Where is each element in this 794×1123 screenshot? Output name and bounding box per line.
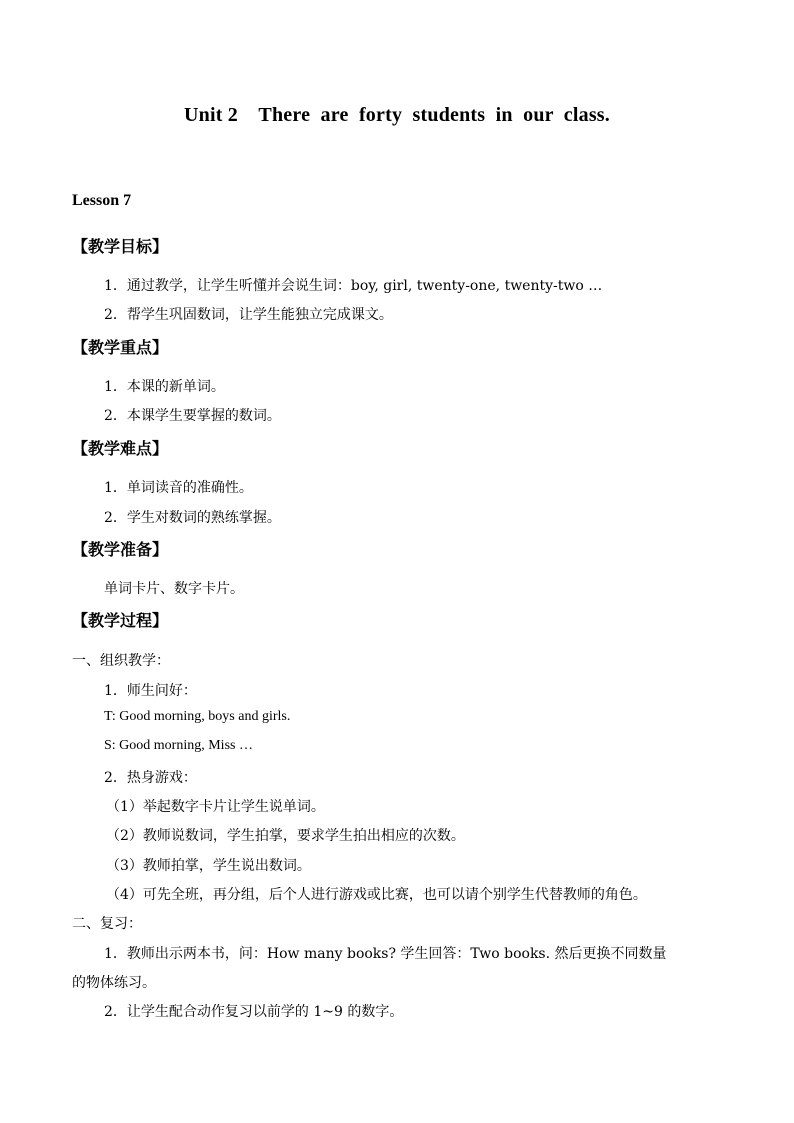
key-item-1: 1．本课的新单词。 [104, 379, 225, 395]
warmup-title: 2．热身游戏： [104, 770, 197, 786]
process-heading: 【教学过程】 [72, 611, 169, 630]
review-item-1-a: 1．教师出示两本书，问：How many books? 学生回答：Two books. 然后更换不同数量 [104, 946, 667, 962]
warmup-item-2: （2）教师说数词，学生拍掌，要求学生拍出相应的次数。 [106, 828, 465, 844]
student-line: S: Good morning, Miss … [104, 738, 253, 753]
goals-item-2: 2．帮学生巩固数词，让学生能独立完成课文。 [104, 307, 393, 323]
process-part2-title: 二、复习： [72, 916, 142, 932]
warmup-item-3: （3）教师拍掌，学生说出数词。 [106, 858, 311, 874]
difficulty-item-1: 1．单词读音的准确性。 [104, 480, 253, 496]
review-item-2: 2．让学生配合动作复习以前学的 1~9 的数字。 [104, 1004, 404, 1020]
preparation-text: 单词卡片、数字卡片。 [104, 581, 244, 597]
review-item-1-b: 的物体练习。 [72, 975, 156, 991]
greeting-title: 1．师生问好： [104, 683, 197, 699]
warmup-item-1: （1）举起数字卡片让学生说单词。 [106, 799, 325, 815]
difficulty-item-2: 2．学生对数词的熟练掌握。 [104, 510, 281, 526]
difficulties-heading: 【教学难点】 [72, 439, 169, 458]
key-item-2: 2．本课学生要掌握的数词。 [104, 408, 281, 424]
preparation-heading: 【教学准备】 [72, 540, 169, 559]
unit-title: Unit 2 There are forty students in our class. [184, 104, 610, 126]
goals-heading: 【教学目标】 [72, 237, 169, 256]
warmup-item-4: （4）可先全班，再分组，后个人进行游戏或比赛，也可以请个别学生代替教师的角色。 [106, 887, 647, 903]
lesson-label: Lesson 7 [72, 192, 132, 209]
process-part1-title: 一、组织教学： [72, 653, 170, 669]
teacher-line: T: Good morning, boys and girls. [104, 709, 291, 724]
key-points-heading: 【教学重点】 [72, 338, 169, 357]
goals-item-1: 1．通过教学，让学生听懂并会说生词：boy, girl, twenty-one, twenty-two … [104, 278, 603, 294]
